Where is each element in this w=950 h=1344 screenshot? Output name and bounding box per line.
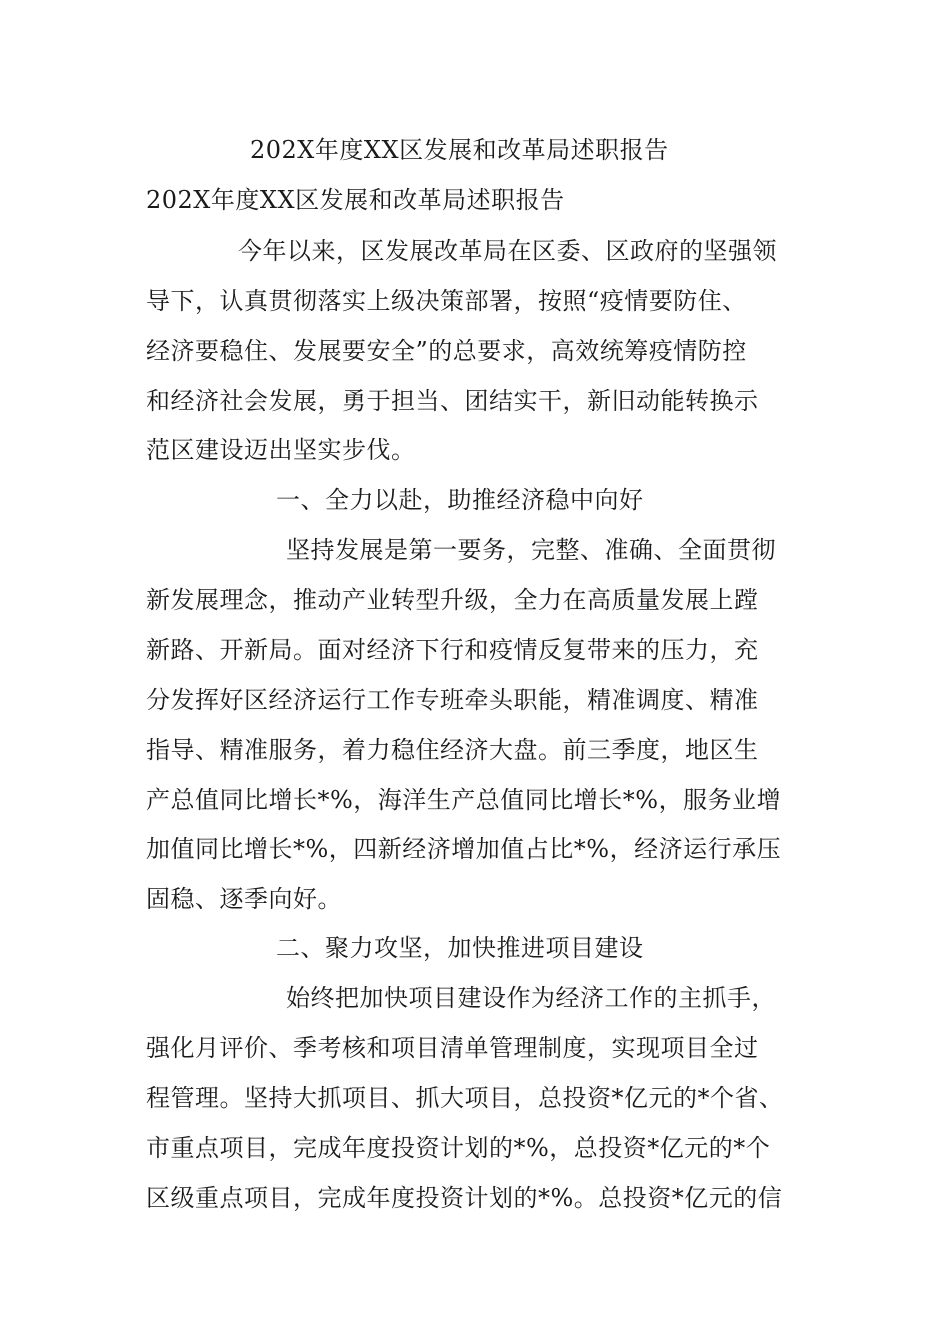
paragraph-line: 分发挥好区经济运行工作专班牵头职能，精准调度、精准 [146, 686, 759, 714]
section-heading-2: 二、聚力攻坚，加快推进项目建设 [276, 934, 644, 962]
paragraph-line: 产总值同比增长*%，海洋生产总值同比增长*%，服务业增 [146, 786, 782, 814]
paragraph-line: 强化月评价、季考核和项目清单管理制度，实现项目全过 [146, 1034, 759, 1062]
paragraph-line: 程管理。坚持大抓项目、抓大项目，总投资*亿元的*个省、 [146, 1084, 784, 1112]
paragraph-line: 始终把加快项目建设作为经济工作的主抓手， [286, 984, 776, 1012]
document-subtitle: 202X年度XX区发展和改革局述职报告 [146, 186, 565, 214]
paragraph-line: 今年以来，区发展改革局在区委、区政府的坚强领 [238, 237, 777, 265]
paragraph-line: 导下，认真贯彻落实上级决策部署，按照“疫情要防住、 [146, 287, 747, 315]
paragraph-line: 坚持发展是第一要务，完整、准确、全面贯彻 [286, 536, 776, 564]
document-title: 202X年度XX区发展和改革局述职报告 [250, 136, 669, 164]
paragraph-line: 固稳、逐季向好。 [146, 885, 342, 913]
section-heading-1: 一、全力以赴，助推经济稳中向好 [276, 486, 644, 514]
paragraph-line: 指导、精准服务，着力稳住经济大盘。前三季度，地区生 [146, 736, 759, 764]
paragraph-line: 市重点项目，完成年度投资计划的*%，总投资*亿元的*个 [146, 1134, 771, 1162]
paragraph-line: 经济要稳住、发展要安全”的总要求，高效统筹疫情防控 [146, 337, 747, 365]
paragraph-line: 区级重点项目，完成年度投资计划的*%。总投资*亿元的信 [146, 1184, 783, 1212]
paragraph-line: 和经济社会发展，勇于担当、团结实干，新旧动能转换示 [146, 387, 759, 415]
paragraph-line: 新发展理念，推动产业转型升级，全力在高质量发展上蹚 [146, 586, 759, 614]
paragraph-line: 加值同比增长*%，四新经济增加值占比*%，经济运行承压 [146, 835, 782, 863]
paragraph-line: 新路、开新局。面对经济下行和疫情反复带来的压力，充 [146, 636, 759, 664]
paragraph-line: 范区建设迈出坚实步伐。 [146, 436, 416, 464]
